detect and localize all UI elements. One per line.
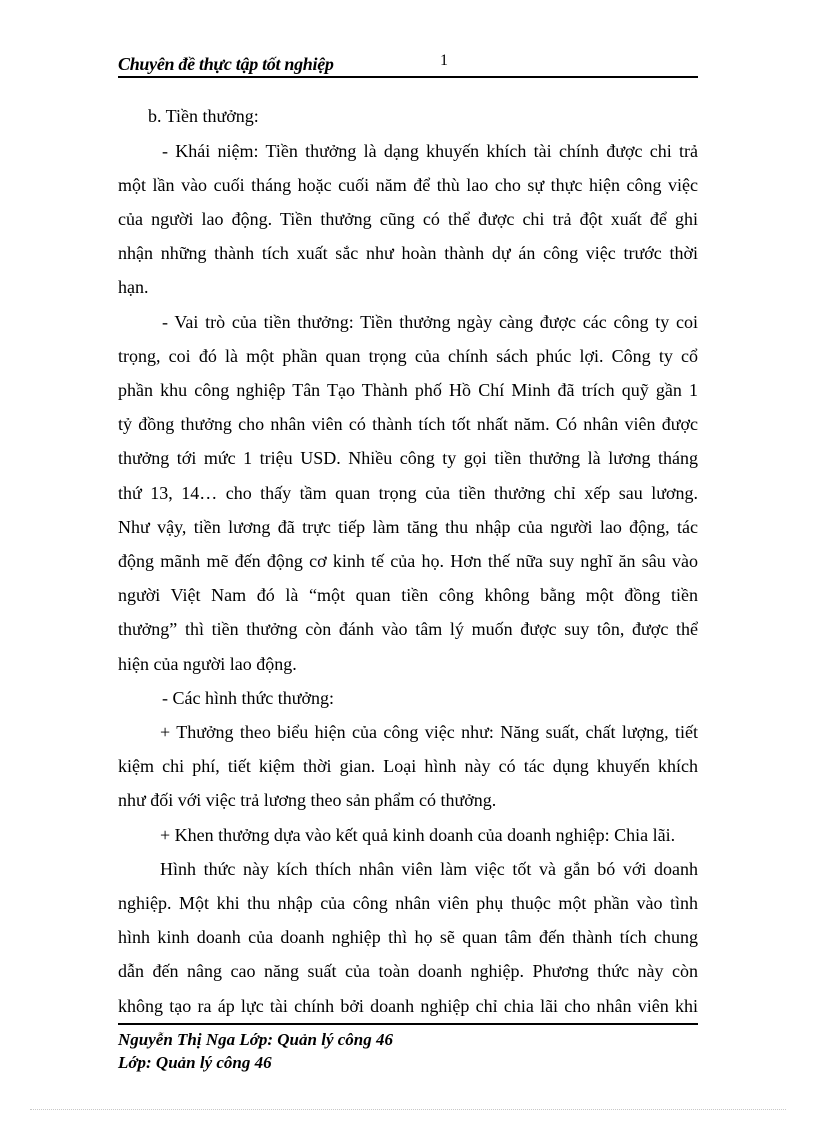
text-line: phần khu công nghiệp Tân Tạo Thành phố Hồ Chí Minh đã trích quỹ gần 1: [118, 380, 698, 400]
text-line: Như vậy, tiền lương đã trực tiếp làm tăng thu nhập của người lao động, tác: [118, 517, 698, 537]
text-line: + Thưởng theo biểu hiện của công việc như: Năng suất, chất lượng, tiết: [160, 722, 698, 742]
text-line: - Khái niệm: Tiền thưởng là dạng khuyến khích tài chính được chi trả: [162, 141, 698, 161]
page-header: [118, 52, 698, 78]
header-rule: [118, 76, 698, 78]
text-line: trọng, coi đó là một phần quan trọng của chính sách phúc lợi. Công ty cổ: [118, 346, 698, 366]
page-number: 1: [440, 52, 448, 69]
text-line: người Việt Nam đó là “một quan tiền công không bằng một đồng tiền: [118, 585, 698, 605]
footer-rule: [118, 1023, 698, 1025]
header-title: Chuyên đề thực tập tốt nghiệp: [118, 54, 334, 74]
text-line: hiện của người lao động.: [118, 654, 297, 674]
text-line: như đối với việc trả lương theo sản phẩm có thưởng.: [118, 790, 497, 810]
text-line: thứ 13, 14… cho thấy tầm quan trọng của tiền thưởng chỉ xếp sau lương.: [118, 483, 698, 503]
footer-author-line: Nguyễn Thị Nga Lớp: Quản lý công 46: [118, 1030, 393, 1049]
text-line: thưởng tới mức 1 triệu USD. Nhiều công ty gọi tiền thưởng là lương tháng: [118, 448, 698, 468]
text-line: tỷ đồng thưởng cho nhân viên có thành tích tốt nhất năm. Có nhân viên được: [118, 414, 698, 434]
page-bottom-divider: [30, 1109, 786, 1110]
text-line: kiệm chi phí, tiết kiệm thời gian. Loại hình này có tác dụng khuyến khích: [118, 756, 698, 776]
footer-class-line: Lớp: Quản lý công 46: [118, 1053, 272, 1072]
text-line: - Vai trò của tiền thưởng: Tiền thưởng ngày càng được các công ty coi: [162, 312, 698, 332]
text-line: nghiệp. Một khi thu nhập của công nhân viên phụ thuộc một phần vào tình: [118, 893, 698, 913]
text-line: nhận những thành tích xuất sắc như hoàn thành dự án công việc trước thời: [118, 243, 698, 263]
text-line: một lần vào cuối tháng hoặc cuối năm để thù lao cho sự thực hiện công việc: [118, 175, 698, 195]
text-line: Hình thức này kích thích nhân viên làm việc tốt và gắn bó với doanh: [160, 859, 698, 879]
text-line: b. Tiền thưởng:: [148, 106, 259, 126]
text-line: + Khen thưởng dựa vào kết quả kinh doanh của doanh nghiệp: Chia lãi.: [160, 825, 676, 845]
text-line: không tạo ra áp lực tài chính bởi doanh nghiệp chỉ chia lãi cho nhân viên khi: [118, 996, 698, 1016]
text-line: hình kinh doanh của doanh nghiệp thì họ sẽ quan tâm đến thành tích chung: [118, 927, 698, 947]
text-line: động mãnh mẽ đến động cơ kinh tế của họ. Hơn thế nữa suy nghĩ ăn sâu vào: [118, 551, 698, 571]
text-line: hạn.: [118, 277, 149, 297]
text-line: của người lao động. Tiền thưởng cũng có thể được chi trả đột xuất để ghi: [118, 209, 698, 229]
text-line: - Các hình thức thưởng:: [162, 688, 335, 708]
text-line: thưởng” thì tiền thưởng còn đánh vào tâm lý muốn được suy tôn, được thể: [118, 619, 698, 639]
text-line: dẫn đến nâng cao năng suất của toàn doanh nghiệp. Phương thức này còn: [118, 961, 698, 981]
